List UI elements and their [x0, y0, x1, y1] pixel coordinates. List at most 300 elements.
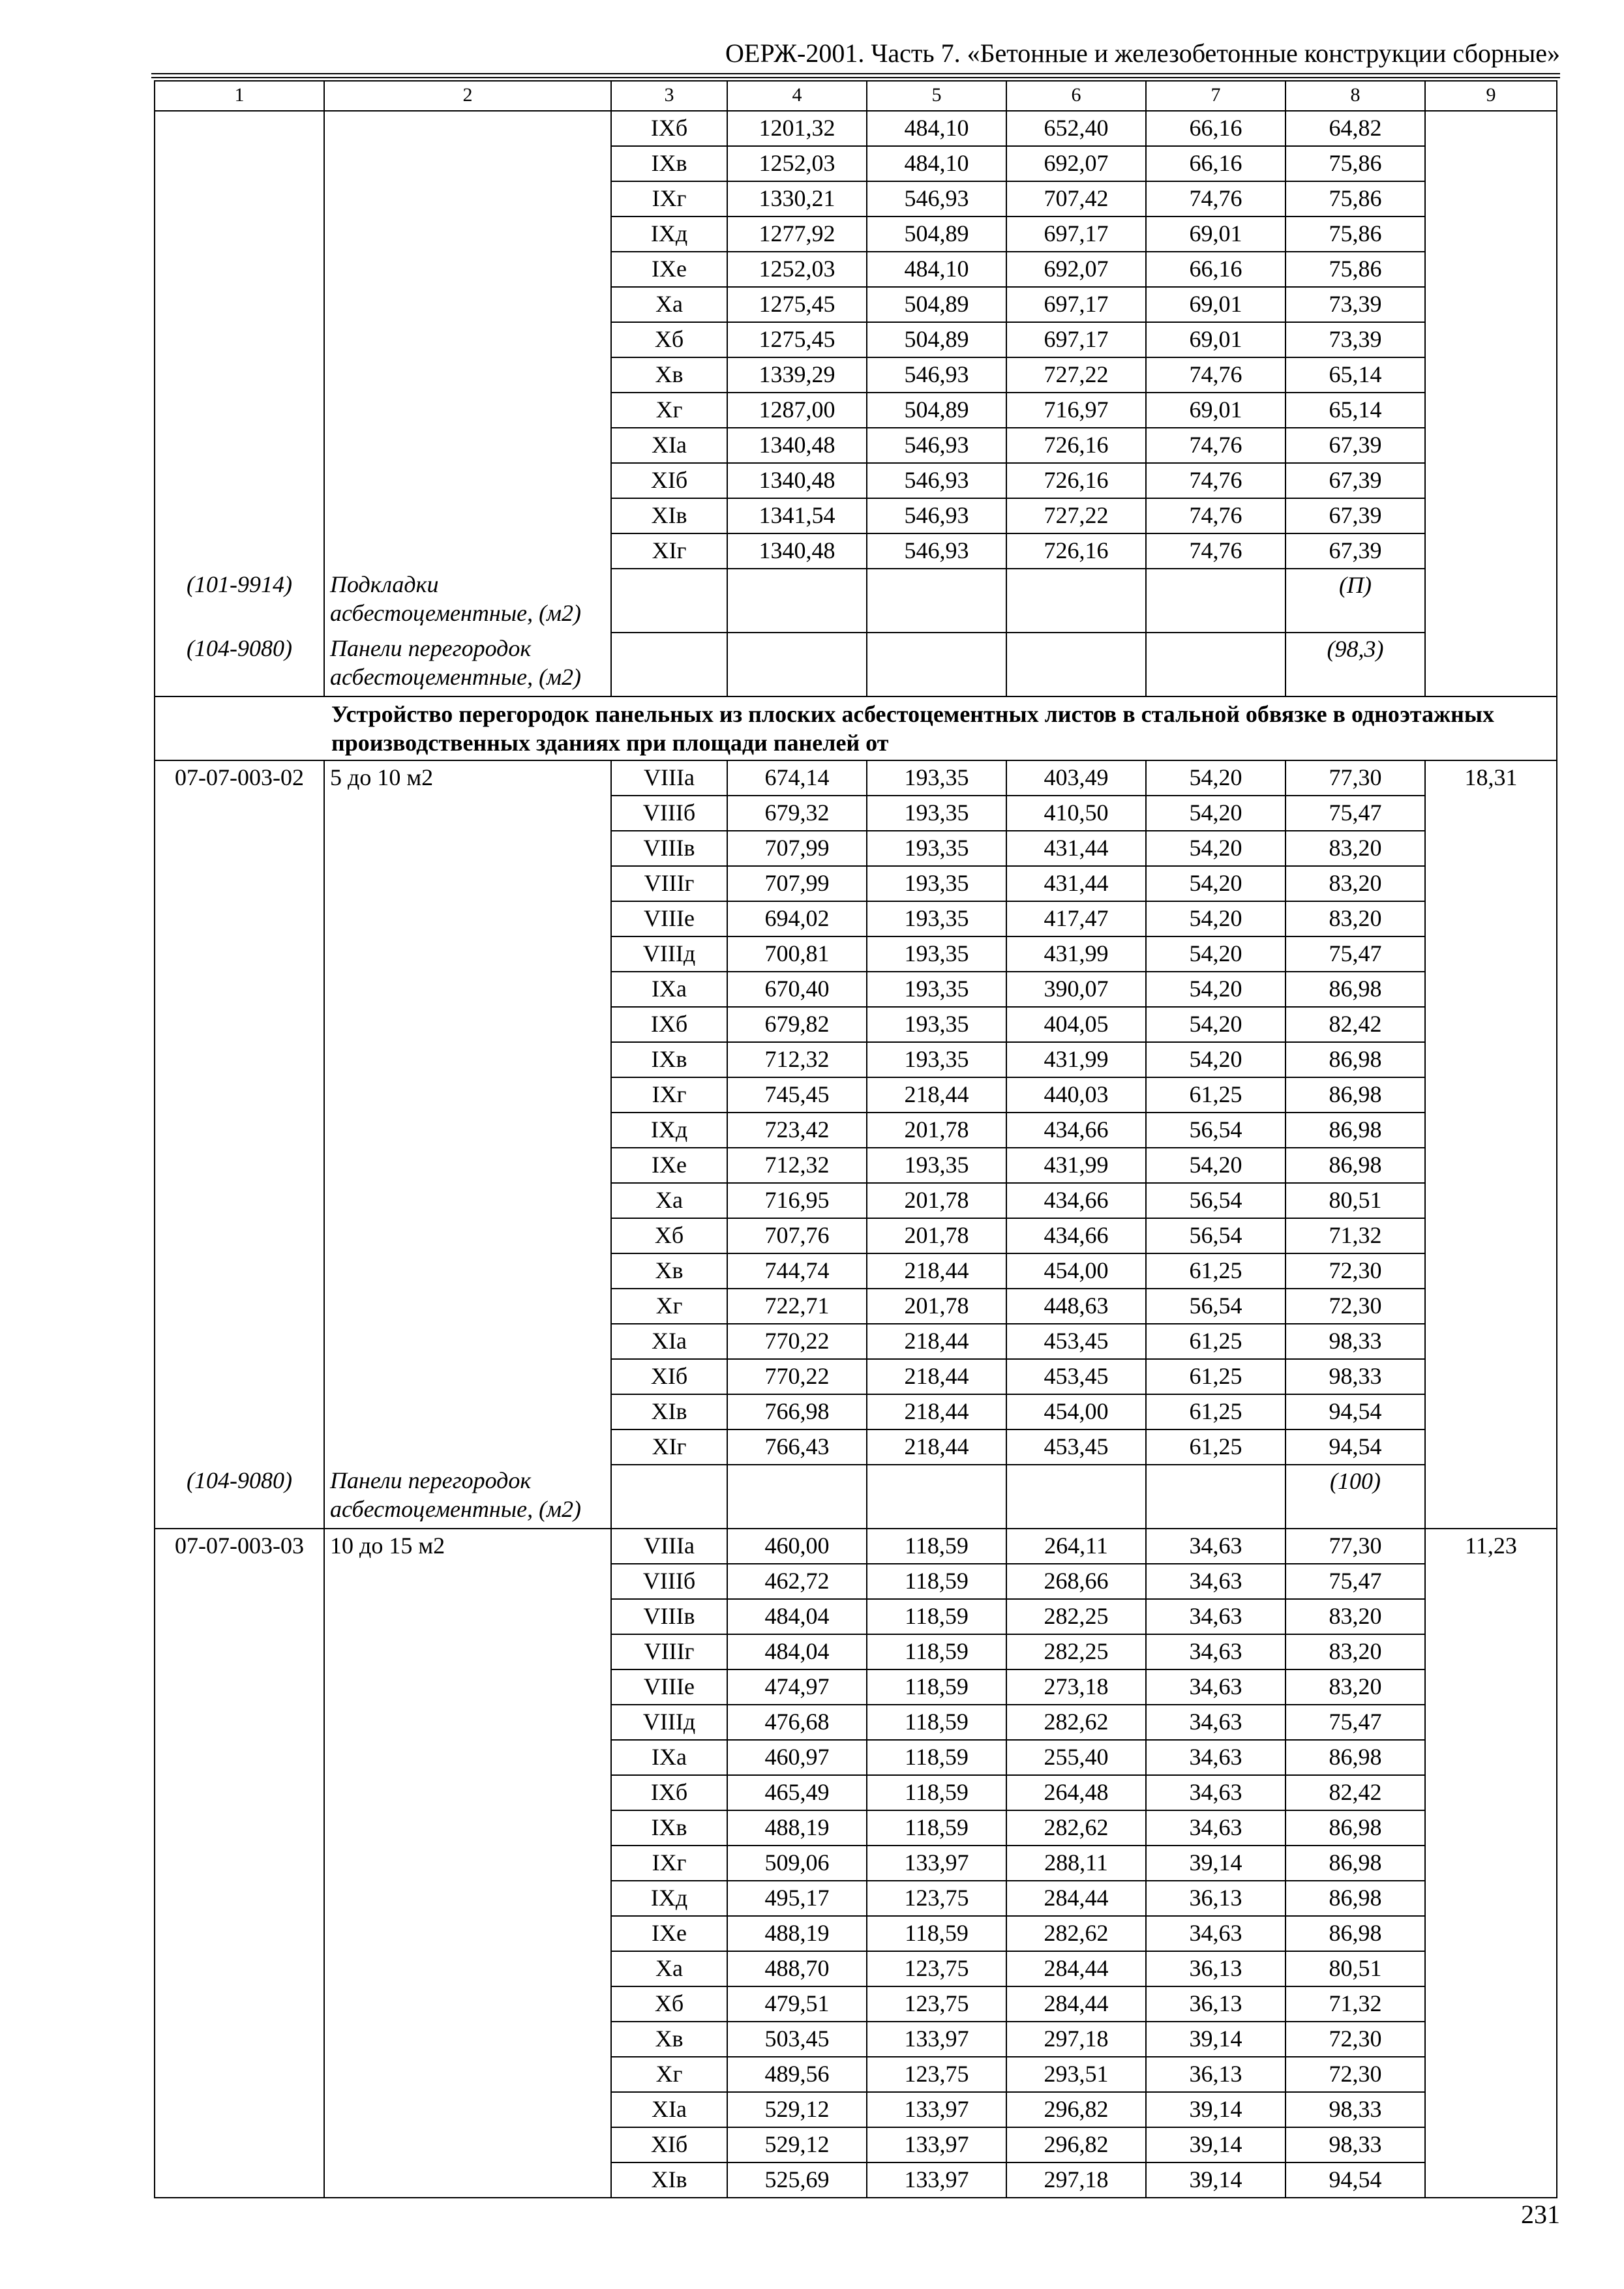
rate-code	[155, 322, 324, 357]
labor-cost	[1425, 146, 1557, 181]
rate-code	[155, 533, 324, 569]
value-wages: 193,35	[867, 1007, 1006, 1042]
rate-name	[324, 1148, 611, 1183]
zone: VIIIд	[611, 1705, 727, 1740]
rate-code	[155, 181, 324, 217]
empty-cell	[1006, 633, 1146, 696]
table-row	[155, 1986, 1557, 2022]
table-row	[155, 2162, 1557, 2198]
rate-name	[324, 866, 611, 901]
material-quantity: (100)	[1286, 1465, 1425, 1529]
rate-code	[155, 428, 324, 463]
page-header: ОЕРЖ-2001. Часть 7. «Бетонные и железобетонные конструкции сборные»	[725, 38, 1560, 68]
value-machines: 448,63	[1006, 1289, 1146, 1324]
value-operator-wages: 54,20	[1146, 972, 1286, 1007]
value-machines: 697,17	[1006, 322, 1146, 357]
value-materials: 72,30	[1286, 1253, 1425, 1289]
value-machines: 716,97	[1006, 393, 1146, 428]
value-wages: 118,59	[867, 1599, 1006, 1634]
rate-name	[324, 1042, 611, 1077]
value-operator-wages: 61,25	[1146, 1324, 1286, 1359]
value-total: 525,69	[727, 2162, 867, 2198]
rate-name	[324, 1324, 611, 1359]
labor-cost	[1425, 796, 1557, 831]
labor-cost	[1425, 1429, 1557, 1465]
value-materials: 94,54	[1286, 1429, 1425, 1465]
value-materials: 82,42	[1286, 1775, 1425, 1810]
labor-cost	[1425, 463, 1557, 498]
value-machines: 453,45	[1006, 1324, 1146, 1359]
rate-name	[324, 181, 611, 217]
table-row	[155, 1218, 1557, 1253]
rate-code	[155, 1007, 324, 1042]
value-wages: 201,78	[867, 1113, 1006, 1148]
table-row	[155, 866, 1557, 901]
material-name: Панели перегородок асбестоцементные, (м2)	[330, 1467, 582, 1522]
zone: IXг	[611, 1846, 727, 1881]
value-materials: 98,33	[1286, 2092, 1425, 2127]
table-row	[155, 1669, 1557, 1705]
value-materials: 72,30	[1286, 1289, 1425, 1324]
value-machines: 293,51	[1006, 2057, 1146, 2092]
labor-cost	[1425, 1599, 1557, 1634]
table-row	[155, 1042, 1557, 1077]
labor-cost	[1425, 2127, 1557, 2162]
section-title: Устройство перегородок панельных из плоских асбестоцементных листов в стальной обвязке в одноэтажных производственных зданиях при площади панелей от	[155, 696, 1557, 760]
table-row	[155, 760, 1557, 796]
labor-cost	[1425, 1289, 1557, 1324]
value-total: 674,14	[727, 760, 867, 796]
rate-code	[155, 901, 324, 936]
header-rule	[151, 73, 1560, 74]
empty-cell	[1146, 569, 1286, 633]
material-name-cell	[324, 633, 611, 696]
rate-code	[155, 1113, 324, 1148]
labor-cost	[1425, 217, 1557, 252]
rate-name	[324, 111, 611, 146]
value-machines: 264,11	[1006, 1529, 1146, 1564]
value-machines: 431,99	[1006, 1042, 1146, 1077]
rate-code	[155, 1916, 324, 1951]
material-quantity: (98,3)	[1286, 633, 1425, 696]
value-materials: 86,98	[1286, 1148, 1425, 1183]
value-materials: 75,86	[1286, 181, 1425, 217]
rate-name	[324, 463, 611, 498]
value-wages: 193,35	[867, 1148, 1006, 1183]
rate-name	[324, 1634, 611, 1669]
column-number: 6	[1006, 81, 1146, 111]
labor-cost	[1425, 1916, 1557, 1951]
value-total: 1330,21	[727, 181, 867, 217]
zone: VIIIв	[611, 831, 727, 866]
value-wages: 123,75	[867, 1986, 1006, 2022]
labor-cost	[1425, 357, 1557, 393]
value-materials: 86,98	[1286, 1077, 1425, 1113]
rate-name	[324, 533, 611, 569]
zone: Xб	[611, 322, 727, 357]
empty-cell	[727, 569, 867, 633]
column-number: 1	[155, 81, 324, 111]
value-machines: 284,44	[1006, 1986, 1146, 2022]
rate-name	[324, 2127, 611, 2162]
labor-cost	[1425, 1775, 1557, 1810]
value-operator-wages: 69,01	[1146, 393, 1286, 428]
rate-name	[324, 1705, 611, 1740]
value-machines: 434,66	[1006, 1218, 1146, 1253]
empty-cell	[1006, 569, 1146, 633]
rate-code	[155, 1289, 324, 1324]
value-materials: 94,54	[1286, 2162, 1425, 2198]
value-wages: 218,44	[867, 1394, 1006, 1429]
value-machines: 264,48	[1006, 1775, 1146, 1810]
value-operator-wages: 61,25	[1146, 1429, 1286, 1465]
labor-cost	[1425, 1810, 1557, 1846]
value-machines: 255,40	[1006, 1740, 1146, 1775]
labor-cost	[1425, 1218, 1557, 1253]
table-row	[155, 322, 1557, 357]
table-row	[155, 181, 1557, 217]
value-wages: 484,10	[867, 111, 1006, 146]
labor-cost	[1425, 1042, 1557, 1077]
value-wages: 118,59	[867, 1669, 1006, 1705]
value-machines: 417,47	[1006, 901, 1146, 936]
empty-cell	[1425, 633, 1557, 696]
value-machines: 726,16	[1006, 463, 1146, 498]
value-operator-wages: 66,16	[1146, 252, 1286, 287]
value-materials: 80,51	[1286, 1951, 1425, 1986]
value-materials: 94,54	[1286, 1394, 1425, 1429]
value-materials: 86,98	[1286, 1846, 1425, 1881]
value-operator-wages: 34,63	[1146, 1705, 1286, 1740]
rate-code	[155, 2127, 324, 2162]
value-materials: 86,98	[1286, 1113, 1425, 1148]
table-row	[155, 1253, 1557, 1289]
value-wages: 484,10	[867, 252, 1006, 287]
rate-name	[324, 252, 611, 287]
zone: IXб	[611, 111, 727, 146]
value-operator-wages: 34,63	[1146, 1564, 1286, 1599]
labor-cost	[1425, 1881, 1557, 1916]
rate-code	[155, 796, 324, 831]
value-machines: 453,45	[1006, 1359, 1146, 1394]
labor-cost	[1425, 1951, 1557, 1986]
value-operator-wages: 36,13	[1146, 1881, 1286, 1916]
value-operator-wages: 39,14	[1146, 1846, 1286, 1881]
rate-code	[155, 831, 324, 866]
value-materials: 83,20	[1286, 831, 1425, 866]
value-materials: 75,47	[1286, 1705, 1425, 1740]
table-row	[155, 796, 1557, 831]
zone: IXа	[611, 1740, 727, 1775]
value-operator-wages: 34,63	[1146, 1916, 1286, 1951]
rate-code	[155, 252, 324, 287]
value-operator-wages: 69,01	[1146, 322, 1286, 357]
value-machines: 273,18	[1006, 1669, 1146, 1705]
rate-code	[155, 1429, 324, 1465]
value-wages: 201,78	[867, 1218, 1006, 1253]
value-total: 495,17	[727, 1881, 867, 1916]
value-operator-wages: 39,14	[1146, 2092, 1286, 2127]
labor-cost	[1425, 533, 1557, 569]
material-name: Подкладки асбестоцементные, (м2)	[330, 571, 582, 626]
rate-code	[155, 217, 324, 252]
value-machines: 284,44	[1006, 1881, 1146, 1916]
table-row	[155, 1775, 1557, 1810]
zone: IXб	[611, 1775, 727, 1810]
value-machines: 282,25	[1006, 1599, 1146, 1634]
value-wages: 118,59	[867, 1810, 1006, 1846]
table-row	[155, 1324, 1557, 1359]
rate-code	[155, 1951, 324, 1986]
zone: VIIIе	[611, 1669, 727, 1705]
rate-name	[324, 428, 611, 463]
value-total: 489,56	[727, 2057, 867, 2092]
value-wages: 118,59	[867, 1529, 1006, 1564]
value-total: 766,98	[727, 1394, 867, 1429]
rate-name	[324, 831, 611, 866]
value-wages: 118,59	[867, 1634, 1006, 1669]
zone: VIIIа	[611, 1529, 727, 1564]
table-row	[155, 1148, 1557, 1183]
rate-code	[155, 1042, 324, 1077]
zone: XIв	[611, 498, 727, 533]
value-wages: 193,35	[867, 972, 1006, 1007]
labor-cost	[1425, 1846, 1557, 1881]
rate-name	[324, 1810, 611, 1846]
column-number: 2	[324, 81, 611, 111]
empty-cell	[867, 1465, 1006, 1529]
zone: VIIIб	[611, 796, 727, 831]
value-materials: 83,20	[1286, 866, 1425, 901]
rate-code	[155, 357, 324, 393]
value-machines: 296,82	[1006, 2092, 1146, 2127]
empty-cell	[867, 633, 1006, 696]
value-total: 766,43	[727, 1429, 867, 1465]
value-operator-wages: 74,76	[1146, 533, 1286, 569]
value-total: 465,49	[727, 1775, 867, 1810]
table-row	[155, 498, 1557, 533]
labor-cost: 11,23	[1425, 1529, 1557, 1564]
empty-cell	[727, 633, 867, 696]
empty-cell	[1146, 633, 1286, 696]
table-row	[155, 1740, 1557, 1775]
zone: Xв	[611, 2022, 727, 2057]
material-quantity: (П)	[1286, 569, 1425, 633]
rate-code	[155, 1324, 324, 1359]
value-wages: 133,97	[867, 2022, 1006, 2057]
value-machines: 707,42	[1006, 181, 1146, 217]
value-total: 488,70	[727, 1951, 867, 1986]
table-row	[155, 1705, 1557, 1740]
value-total: 474,97	[727, 1669, 867, 1705]
value-operator-wages: 39,14	[1146, 2127, 1286, 2162]
rate-name	[324, 393, 611, 428]
rate-code	[155, 463, 324, 498]
value-materials: 71,32	[1286, 1218, 1425, 1253]
value-wages: 546,93	[867, 357, 1006, 393]
zone: XIб	[611, 2127, 727, 2162]
labor-cost	[1425, 1007, 1557, 1042]
value-total: 488,19	[727, 1916, 867, 1951]
zone: XIб	[611, 463, 727, 498]
rate-code	[155, 287, 324, 322]
rate-code	[155, 1986, 324, 2022]
zone: XIа	[611, 1324, 727, 1359]
value-operator-wages: 61,25	[1146, 1359, 1286, 1394]
value-operator-wages: 74,76	[1146, 463, 1286, 498]
material-name-cell	[324, 1465, 611, 1529]
rate-name	[324, 1394, 611, 1429]
value-total: 529,12	[727, 2092, 867, 2127]
value-total: 1340,48	[727, 463, 867, 498]
value-total: 694,02	[727, 901, 867, 936]
labor-cost	[1425, 428, 1557, 463]
value-total: 1275,45	[727, 287, 867, 322]
zone: XIг	[611, 533, 727, 569]
value-wages: 118,59	[867, 1916, 1006, 1951]
rate-code	[155, 1359, 324, 1394]
value-wages: 118,59	[867, 1705, 1006, 1740]
value-materials: 98,33	[1286, 1324, 1425, 1359]
value-wages: 201,78	[867, 1183, 1006, 1218]
rate-name	[324, 1429, 611, 1465]
value-machines: 440,03	[1006, 1077, 1146, 1113]
material-row	[155, 1465, 1557, 1529]
rate-name	[324, 322, 611, 357]
table-row	[155, 831, 1557, 866]
value-materials: 67,39	[1286, 463, 1425, 498]
value-total: 476,68	[727, 1705, 867, 1740]
zone: Xв	[611, 357, 727, 393]
rate-code	[155, 498, 324, 533]
value-machines: 431,44	[1006, 831, 1146, 866]
labor-cost	[1425, 1253, 1557, 1289]
value-machines: 431,44	[1006, 866, 1146, 901]
value-operator-wages: 54,20	[1146, 831, 1286, 866]
value-materials: 98,33	[1286, 1359, 1425, 1394]
value-wages: 546,93	[867, 428, 1006, 463]
zone: VIIIг	[611, 1634, 727, 1669]
value-total: 770,22	[727, 1324, 867, 1359]
value-operator-wages: 56,54	[1146, 1183, 1286, 1218]
value-total: 700,81	[727, 936, 867, 972]
labor-cost	[1425, 2092, 1557, 2127]
table-row	[155, 463, 1557, 498]
value-wages: 123,75	[867, 2057, 1006, 2092]
value-wages: 218,44	[867, 1429, 1006, 1465]
value-machines: 282,62	[1006, 1916, 1146, 1951]
table-row	[155, 2022, 1557, 2057]
labor-cost	[1425, 1183, 1557, 1218]
value-wages: 218,44	[867, 1077, 1006, 1113]
value-operator-wages: 34,63	[1146, 1529, 1286, 1564]
rate-name	[324, 2162, 611, 2198]
empty-cell	[611, 633, 727, 696]
rate-name	[324, 498, 611, 533]
labor-cost	[1425, 972, 1557, 1007]
empty-cell	[867, 569, 1006, 633]
value-operator-wages: 66,16	[1146, 111, 1286, 146]
value-operator-wages: 34,63	[1146, 1669, 1286, 1705]
value-operator-wages: 36,13	[1146, 2057, 1286, 2092]
value-machines: 284,44	[1006, 1951, 1146, 1986]
zone: IXе	[611, 1148, 727, 1183]
value-total: 460,00	[727, 1529, 867, 1564]
empty-cell	[1425, 1465, 1557, 1529]
zone: IXд	[611, 217, 727, 252]
material-code-cell	[155, 633, 324, 696]
value-total: 484,04	[727, 1634, 867, 1669]
value-total: 770,22	[727, 1359, 867, 1394]
rate-name	[324, 1113, 611, 1148]
column-number: 3	[611, 81, 727, 111]
table-row	[155, 1007, 1557, 1042]
rate-name	[324, 1253, 611, 1289]
table-row	[155, 1359, 1557, 1394]
labor-cost	[1425, 181, 1557, 217]
value-operator-wages: 74,76	[1146, 428, 1286, 463]
value-wages: 484,10	[867, 146, 1006, 181]
value-operator-wages: 69,01	[1146, 217, 1286, 252]
rate-name	[324, 1289, 611, 1324]
value-materials: 67,39	[1286, 498, 1425, 533]
table-row	[155, 533, 1557, 569]
zone: Xг	[611, 1289, 727, 1324]
value-materials: 75,47	[1286, 796, 1425, 831]
value-machines: 268,66	[1006, 1564, 1146, 1599]
column-number: 7	[1146, 81, 1286, 111]
table-row	[155, 972, 1557, 1007]
column-number: 9	[1425, 81, 1557, 111]
rate-code	[155, 2057, 324, 2092]
value-operator-wages: 34,63	[1146, 1775, 1286, 1810]
value-machines: 282,62	[1006, 1810, 1146, 1846]
value-wages: 133,97	[867, 2092, 1006, 2127]
value-materials: 72,30	[1286, 2057, 1425, 2092]
rates-table	[154, 80, 1557, 2198]
rate-name	[324, 357, 611, 393]
table-row	[155, 2057, 1557, 2092]
value-operator-wages: 36,13	[1146, 1951, 1286, 1986]
value-total: 1252,03	[727, 146, 867, 181]
rate-code	[155, 1148, 324, 1183]
value-total: 670,40	[727, 972, 867, 1007]
labor-cost	[1425, 901, 1557, 936]
section-title-row	[155, 696, 1557, 760]
value-wages: 193,35	[867, 760, 1006, 796]
labor-cost	[1425, 1740, 1557, 1775]
zone: Xб	[611, 1986, 727, 2022]
value-materials: 75,47	[1286, 936, 1425, 972]
value-total: 488,19	[727, 1810, 867, 1846]
rate-name	[324, 1599, 611, 1634]
value-operator-wages: 39,14	[1146, 2162, 1286, 2198]
value-wages: 133,97	[867, 2127, 1006, 2162]
labor-cost	[1425, 2162, 1557, 2198]
zone: XIг	[611, 1429, 727, 1465]
value-materials: 86,98	[1286, 1810, 1425, 1846]
value-wages: 218,44	[867, 1359, 1006, 1394]
zone: Xа	[611, 287, 727, 322]
value-total: 1340,48	[727, 533, 867, 569]
table-row	[155, 1951, 1557, 1986]
rate-code	[155, 1077, 324, 1113]
rate-name	[324, 1775, 611, 1810]
header-rule-double	[151, 77, 1560, 78]
empty-cell	[611, 569, 727, 633]
material-code: (104-9080)	[187, 1467, 292, 1493]
rate-code	[155, 1775, 324, 1810]
